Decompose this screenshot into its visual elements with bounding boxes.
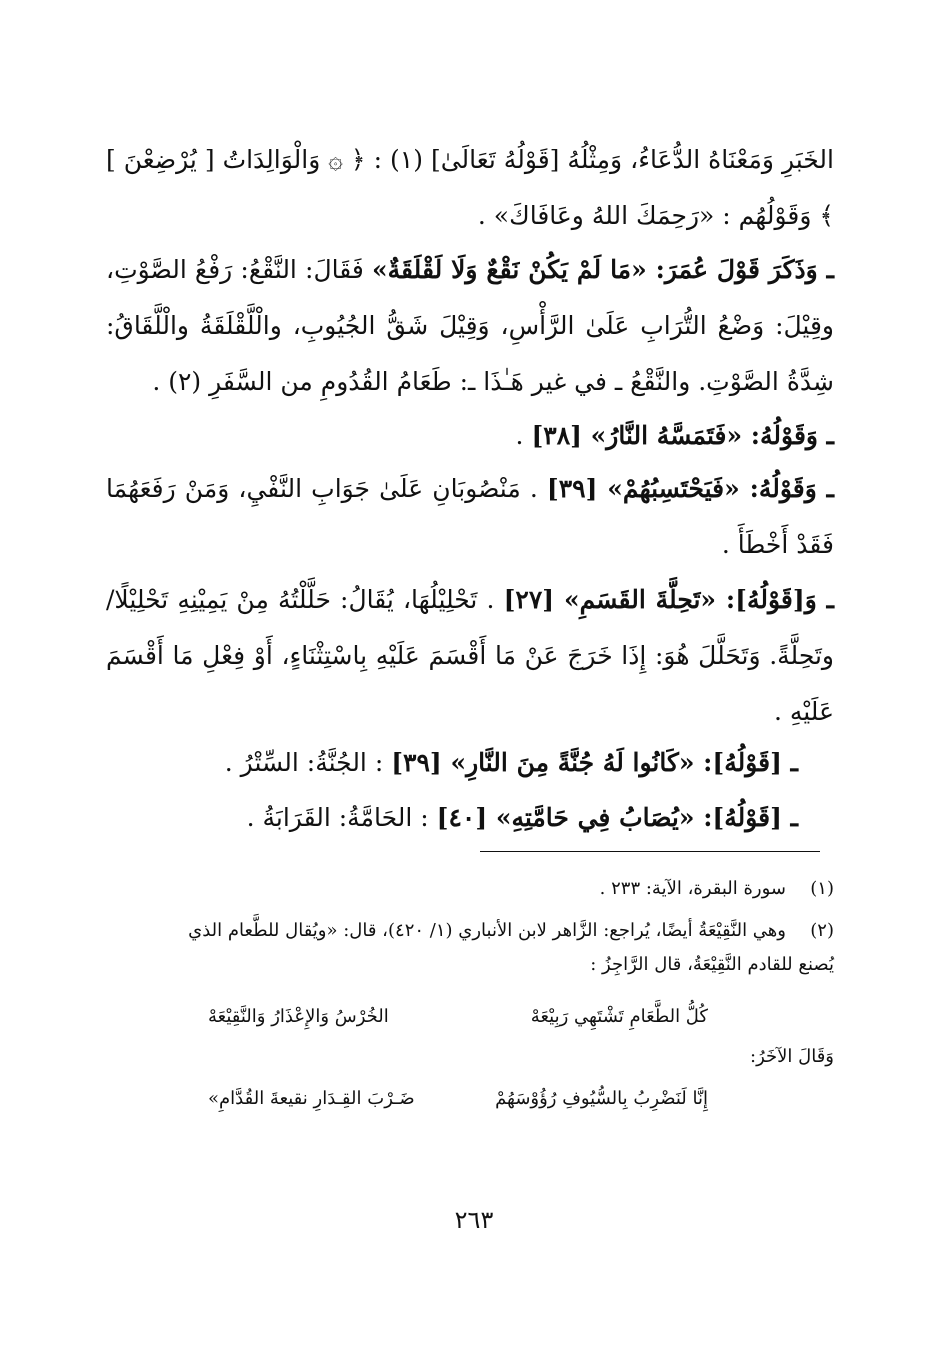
page-number: ٢٦٣	[454, 1206, 494, 1234]
entry-40	[118, 790, 798, 846]
entry-27-text: . تَحْلِيْلُهَا، يُقَالُ: حَلَّلْتُهُ مِنْ يَمِيْنِهِ تَحْلِيْلًا/ وتَحِلَّةً. وَتَحَلَّلَ هُوَ: إِذَا خَرَجَ عَنْ مَا أَقْسَمَ عَلَيْهِ بِاسْتِثْنَاءٍ، أَوْ فِعْلِ مَا أَقْسَمَ عَلَيْهِ .	[106, 585, 835, 726]
entry-39b-heading: ـ [قَوْلُهُ]: «كَانُوا لَهُ جُنَّةً مِنَ النَّارِ» [٣٩]	[391, 748, 798, 777]
entry-38	[106, 408, 834, 464]
footnote-1-number: (١)	[810, 878, 834, 899]
paragraph-intro	[106, 132, 834, 244]
footnote-2-text: وهي النَّقِيْعَةُ أيضًا، يُراجع: الزَّاهر لابن الأنباري (١/ ٤٢٠)، قال: «ويُقال للطَّعام الذي	[188, 920, 786, 941]
verse-1-first-hemistich: كُلُّ الطَّعَامِ تَشْتَهِي رَبِيْعَهْ	[530, 1006, 708, 1027]
paragraph-intro-text: الخَبَرِ وَمَعْنَاهُ الدُّعَاءُ، وَمِثْلُهُ [قَوْلُهُ تَعَالَىٰ] (١) : ﴿ ۞ وَالْوَالِدَاتُ [ يُرْضِعْنَ ] ﴾ وَقَوْلُهُم : «رَحِمَكَ اللهُ وعَافَاكَ» .	[106, 145, 834, 230]
entry-39-text: . مَنْصُوبَانِ عَلَىٰ جَوَابِ النَّفْيِ، وَمَنْ رَفَعَهُمَا فَقَدْ أَخْطَأَ .	[106, 474, 834, 559]
entry-39b-text: : الجُنَّةُ: السِّتْرُ .	[224, 748, 392, 777]
entry-38-heading: ـ وَقَوْلُهُ: «فَتَمَسَّهُ النَّارُ» [٣٨]	[531, 421, 834, 450]
other-poet-intro: وَقَالَ الآخَرُ:	[750, 1046, 834, 1067]
footnote-1-text: سورة البقرة، الآية: ٢٣٣ .	[599, 878, 786, 899]
umar-quote-explanation: فَقَالَ: النَّقْعُ: رَفْعُ الصَّوْتِ، وقِيْلَ: وَضْعُ التُّرَابِ عَلَىٰ الرَّأْسِ، وَقِيْلَ شَقُّ الجُيُوبِ، والْلَّقْلَقَةُ والْلَّقَاقُ: شِدَّةُ الصَّوْتِ. والنَّقْعُ ـ في غير هَـٰذَا ـ: طَعَامُ القُدُومِ من السَّفَرِ (٢) .	[106, 255, 834, 396]
entry-40-text: : الحَامَّةُ: القَرَابَةُ .	[246, 803, 437, 832]
footnote-1	[114, 872, 834, 906]
verse-2	[208, 1082, 708, 1116]
verse-1-second-hemistich: الخُرْسُ وَالإِعْذَارُ وَالنَّقِيْعَهْ	[208, 1006, 389, 1027]
footnote-2-continuation: يُصنع للقادم النَّقِيْعَةُ، قال الرَّاجِزُ :	[590, 954, 834, 975]
entry-39b	[118, 735, 798, 791]
verse-2-second-hemistich: ضَـرْبَ القِـدَارِ نقيعةَ القُدَّامِ»	[208, 1088, 415, 1109]
entry-27	[106, 572, 834, 740]
entry-27-heading: ـ وَ[قَوْلُهُ]: «تَحِلَّةَ القَسَمِ» [٢٧]	[503, 585, 834, 614]
footnote-divider	[480, 851, 820, 852]
entry-38-text: .	[515, 421, 532, 450]
footnote-2-number: (٢)	[810, 920, 834, 941]
entry-40-heading: ـ [قَوْلُهُ]: «يُصَابُ فِي حَامَّتِهِ» [٤٠]	[436, 803, 798, 832]
footnote-2	[114, 914, 834, 948]
verse-2-first-hemistich: إِنَّا لَنَضْرِبُ بِالسُّيُوفِ رُؤُوْسَهُمْ	[495, 1088, 708, 1109]
umar-quote-heading: ـ وَذَكَرَ قَوْلَ عُمَرَ: «مَا لَمْ يَكُنْ نَقْعٌ وَلَا لَقْلَقَةٌ»	[372, 255, 834, 284]
verse-1	[208, 1000, 708, 1034]
entry-39-heading: ـ وَقَوْلُهُ: «فَيَحْتَسِبُهُمْ» [٣٩]	[546, 474, 834, 503]
entry-39	[106, 461, 834, 573]
paragraph-umar-quote	[106, 242, 834, 410]
